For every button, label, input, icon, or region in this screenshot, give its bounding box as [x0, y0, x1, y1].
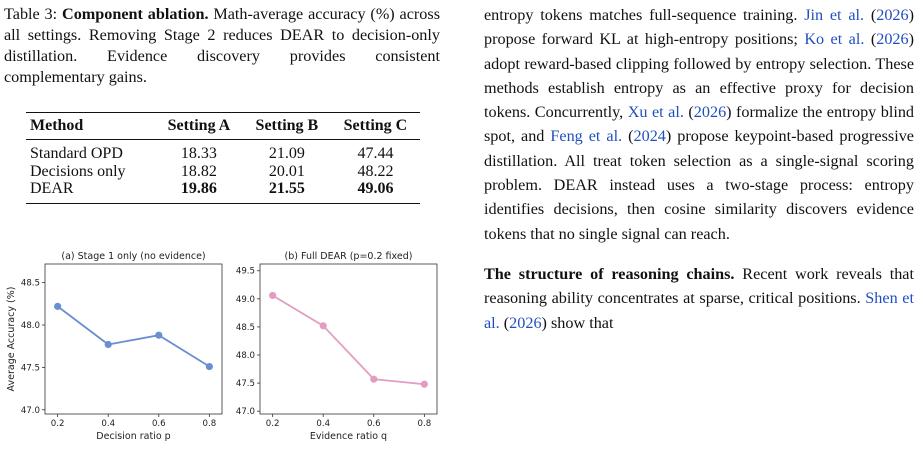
chart-full-dear-svg: [232, 250, 450, 446]
x-tick-label: 0.4: [101, 419, 116, 429]
text-run: (: [864, 30, 877, 49]
y-tick-label: 47.5: [20, 363, 40, 374]
table-row: [26, 180, 420, 203]
citation-link[interactable]: Feng et al.: [550, 127, 623, 146]
text-run: (: [864, 6, 877, 24]
cell-setting-c: 48.22: [357, 162, 394, 180]
y-tick-label: 48.0: [20, 321, 40, 332]
col-header-method: Method: [30, 117, 84, 134]
ablation-table: [26, 112, 420, 204]
paragraph: [484, 3, 914, 246]
citation-link[interactable]: Jin et al.: [804, 6, 865, 24]
col-header-setting-b: Setting B: [255, 117, 319, 134]
text-run: entropy tokens matches full-sequence training.: [484, 6, 805, 24]
chart-stage1-svg: [0, 250, 232, 446]
citation-link[interactable]: Xu et al.: [627, 103, 684, 122]
y-axis-label: Average Accuracy (%): [6, 286, 17, 392]
x-axis-label: Evidence ratio q: [309, 431, 388, 442]
y-tick-label: 47.0: [20, 405, 40, 416]
x-tick-label: 0.8: [202, 419, 217, 429]
y-tick-label: 49.5: [235, 266, 255, 277]
cell-method: Standard OPD: [30, 145, 123, 162]
caption-title: Component ablation.: [62, 5, 209, 23]
paragraph: [484, 262, 914, 335]
caption-text: Math-average accuracy (%) across all settings. Removing Stage 2 reduces DEAR to decision-only distillation. Evidence discovery provides consistent complementary gains.: [4, 5, 440, 86]
citation-year-link[interactable]: 2026: [876, 6, 909, 24]
text-run: ) propose forward KL at high-entropy positions;: [484, 6, 914, 49]
x-tick-label: 0.6: [151, 419, 166, 429]
y-tick-label: 48.5: [20, 278, 40, 289]
plot-frame: [260, 264, 437, 414]
text-run: Recent work reveals that reasoning ability concentrates at sparse, critical positions.: [484, 264, 914, 308]
cell-setting-c: 47.44: [357, 145, 394, 162]
y-tick-label: 47.5: [235, 379, 255, 390]
cell-setting-a: 18.33: [180, 145, 217, 162]
data-point: [269, 292, 276, 299]
citation-year-link[interactable]: 2024: [633, 127, 666, 146]
chart-stage1-only: [0, 250, 232, 446]
y-tick-label: 48.0: [235, 351, 255, 362]
cell-method: DEAR: [30, 180, 74, 197]
chart-title: (b) Full DEAR (p=0.2 fixed): [284, 251, 413, 262]
text-run: (: [499, 313, 510, 332]
data-point: [320, 322, 327, 329]
text-run: (: [622, 127, 634, 146]
citation-year-link[interactable]: 2026: [876, 30, 909, 49]
data-point: [105, 341, 112, 348]
cell-setting-b: 21.09: [268, 145, 305, 162]
x-axis-label: Decision ratio p: [96, 431, 171, 442]
data-point: [370, 376, 377, 383]
data-point: [206, 363, 213, 370]
cell-setting-c: 49.06: [357, 180, 394, 197]
cell-setting-b: 20.01: [268, 162, 305, 180]
x-tick-label: 0.8: [417, 419, 432, 429]
text-run: (: [683, 103, 694, 122]
citation-year-link[interactable]: 2026: [693, 103, 727, 122]
text-run: ) formalize the entropy blind spot, and: [484, 103, 915, 146]
table-row: [26, 140, 420, 163]
chart-full-dear: [232, 250, 450, 446]
series-line: [273, 295, 425, 384]
table-row: [26, 163, 420, 181]
y-tick-label: 49.0: [235, 294, 255, 305]
table-header-row: [26, 113, 420, 140]
cell-method: Decisions only: [30, 162, 126, 180]
data-point: [155, 332, 162, 339]
cell-setting-a: 19.86: [180, 180, 217, 197]
table-caption: [4, 4, 440, 88]
caption-label: Table 3:: [4, 5, 58, 23]
cell-setting-b: 21.55: [268, 180, 305, 197]
x-tick-label: 0.2: [50, 419, 65, 429]
y-tick-label: 47.0: [235, 407, 255, 418]
text-run: ) adopt reward-based clipping followed by entropy selection. These methods establish entropy as an effective proxy for decision tokens. Concurrently,: [484, 30, 914, 122]
citation-link[interactable]: Shen et al.: [484, 289, 914, 332]
data-point: [421, 381, 428, 388]
citation-link[interactable]: Ko et al.: [804, 30, 865, 49]
citation-year-link[interactable]: 2026: [509, 313, 542, 332]
x-tick-label: 0.4: [316, 419, 331, 429]
x-tick-label: 0.6: [366, 419, 381, 429]
text-run: ) propose keypoint-based progressive distillation. All treat token selection as a single-signal scoring problem. DEAR instead uses a two-stage process: entropy identifies decisions, then cosine similarity discovers evidence tokens that no single signal can reach.: [484, 127, 914, 243]
paragraph-heading: The structure of reasoning chains.: [484, 264, 735, 283]
series-line: [58, 306, 210, 366]
x-tick-label: 0.2: [265, 419, 280, 429]
body-text: [484, 0, 914, 335]
y-tick-label: 48.5: [235, 322, 255, 333]
data-point: [54, 303, 61, 310]
col-header-setting-c: Setting C: [343, 117, 408, 134]
col-header-setting-a: Setting A: [167, 117, 231, 134]
cell-setting-a: 18.82: [180, 162, 217, 180]
chart-title: (a) Stage 1 only (no evidence): [61, 251, 206, 262]
text-run: ) show that: [541, 313, 614, 332]
